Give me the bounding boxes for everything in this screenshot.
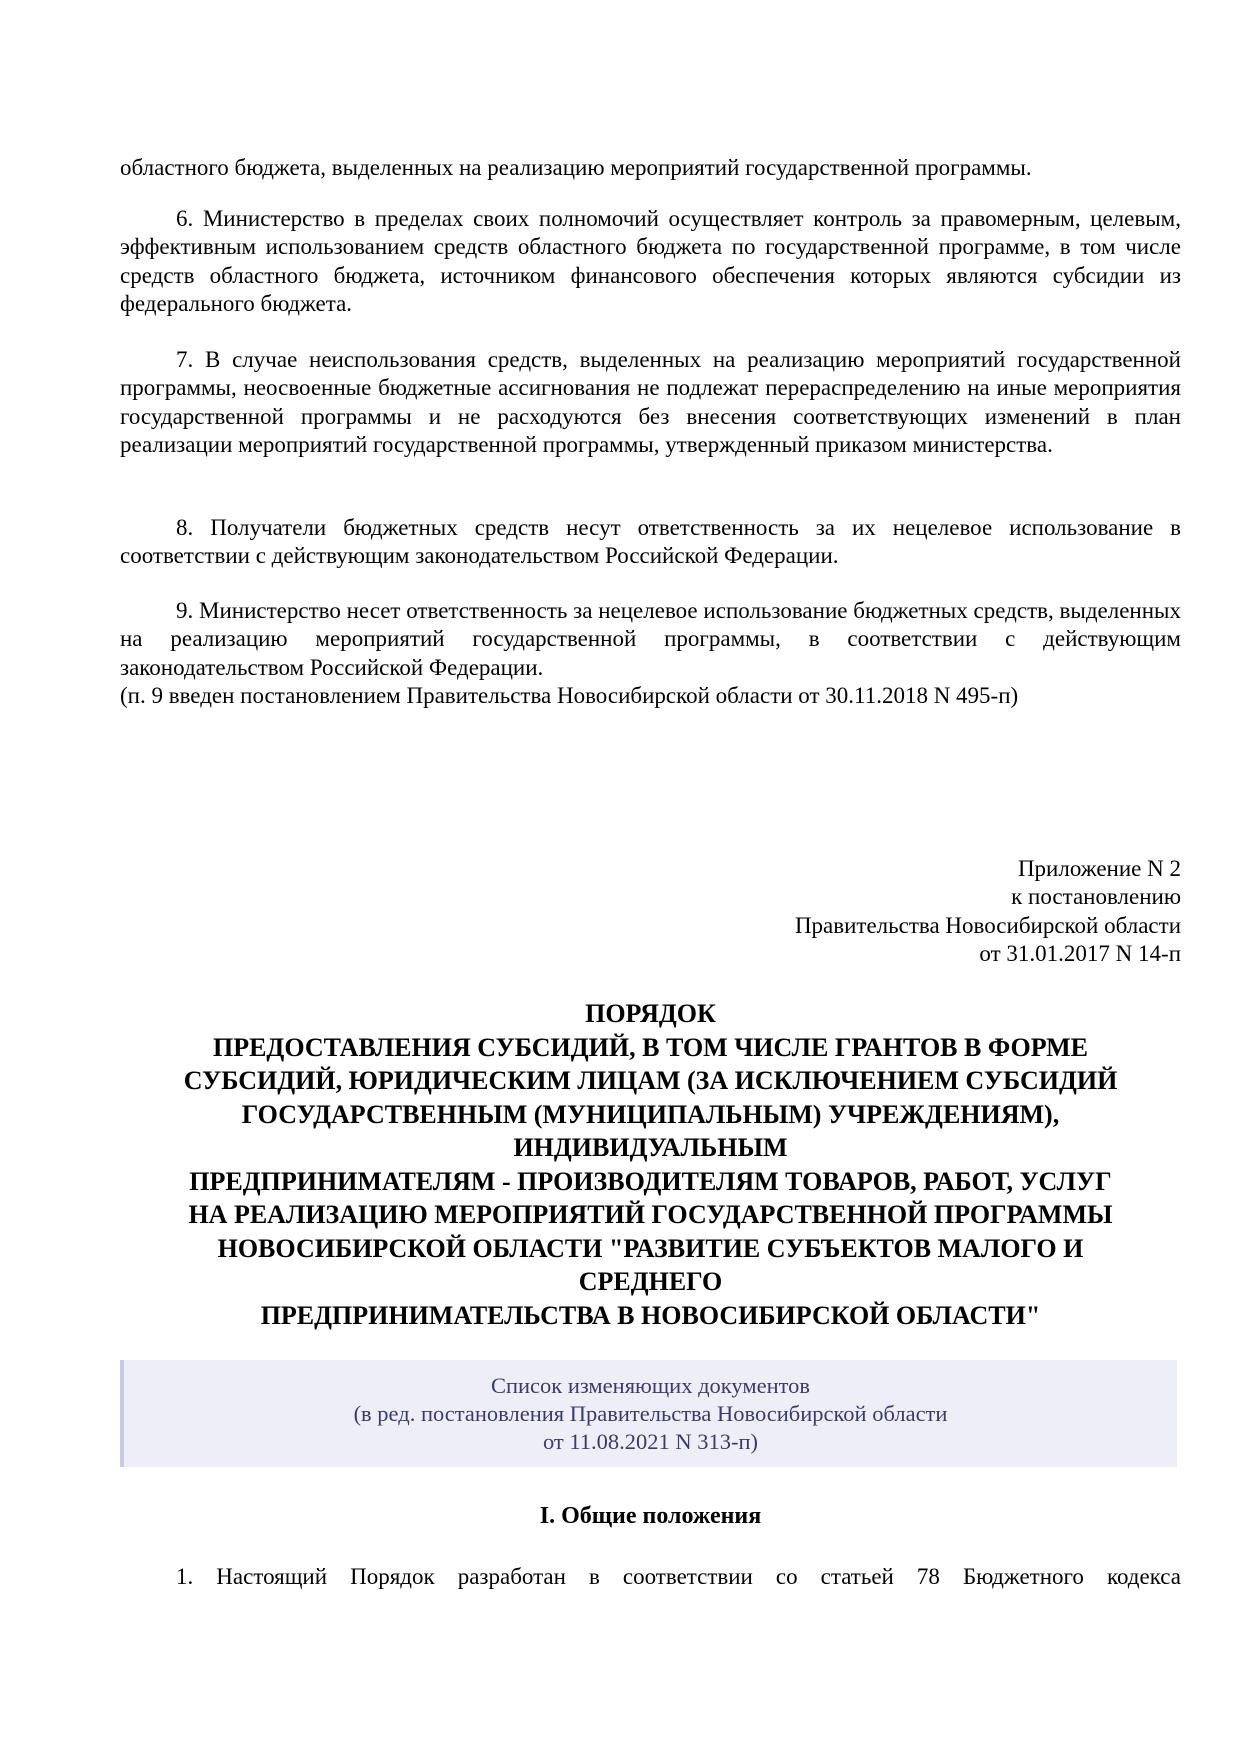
paragraph-7 — [120, 346, 1181, 459]
title-line: ИНДИВИДУАЛЬНЫМ — [513, 1133, 788, 1162]
appendix-line: Правительства Новосибирской области — [794, 912, 1181, 938]
document-title — [120, 997, 1181, 1332]
paragraph-text: 1. Настоящий Порядок разработан в соответствии со статьей 78 Бюджетного кодекса — [176, 1564, 1181, 1589]
paragraph-text: 6. Министерство в пределах своих полномочий осуществляет контроль за правомерным, целевым, эффективным использованием средств областного бюджета по государственной программе, в том числе средств областного бюджета, источником финансового обеспечения которых являются субсидии из федерального бюджета. — [120, 206, 1181, 316]
amendments-line: от 11.08.2021 N 313-п) — [542, 1429, 759, 1454]
paragraph-6 — [120, 205, 1181, 318]
paragraph-8 — [120, 514, 1181, 571]
appendix-line: от 31.01.2017 N 14-п — [979, 940, 1181, 966]
title-line: ПРЕДОСТАВЛЕНИЯ СУБСИДИЙ, В ТОМ ЧИСЛЕ ГРАНТОВ В ФОРМЕ — [212, 1032, 1089, 1062]
paragraph-text: областного бюджета, выделенных на реализацию мероприятий государственной программы. — [120, 155, 1032, 180]
amendments-box — [120, 1360, 1177, 1467]
appendix-line: к постановлению — [1011, 884, 1181, 910]
title-line: СРЕДНЕГО — [578, 1267, 723, 1296]
title-line: СУБСИДИЙ, ЮРИДИЧЕСКИМ ЛИЦАМ (ЗА ИСКЛЮЧЕНИЕМ СУБСИДИЙ — [183, 1066, 1118, 1095]
title-line: ПРЕДПРИНИМАТЕЛЯМ - ПРОИЗВОДИТЕЛЯМ ТОВАРОВ, РАБОТ, УСЛУГ — [189, 1166, 1112, 1196]
title-line: ГОСУДАРСТВЕННЫМ (МУНИЦИПАЛЬНЫМ) УЧРЕЖДЕНИЯМ), — [241, 1099, 1060, 1129]
title-line: НОВОСИБИРСКОЙ ОБЛАСТИ "РАЗВИТИЕ СУБЪЕКТОВ МАЛОГО И — [217, 1233, 1084, 1263]
amendments-line: Список изменяющих документов — [490, 1373, 811, 1398]
paragraph-text: 9. Министерство несет ответственность за нецелевое использование бюджетных средств, выделенных на реализацию мероприятий государственной программы, в соответствии с действующим законодательством Российской Федерации. — [120, 598, 1181, 680]
amendments-line: (в ред. постановления Правительства Новосибирской области — [353, 1401, 948, 1426]
appendix-header — [120, 855, 1181, 968]
title-line: НА РЕАЛИЗАЦИЮ МЕРОПРИЯТИЙ ГОСУДАРСТВЕННОЙ ПРОГРАММЫ — [188, 1200, 1113, 1229]
paragraph-text: 8. Получатели бюджетных средств несут ответственность за их нецелевое использование в соответствии с действующим законодательством Российской Федерации. — [120, 515, 1181, 569]
title-line: ПОРЯДОК — [585, 999, 716, 1028]
section-heading: I. Общие положения — [539, 1503, 762, 1529]
amendment-note: (п. 9 введен постановлением Правительства Новосибирской области от 30.11.2018 N 495-п) — [120, 682, 1019, 708]
appendix-line: Приложение N 2 — [1017, 856, 1181, 881]
title-line: ПРЕДПРИНИМАТЕЛЬСТВА В НОВОСИБИРСКОЙ ОБЛАСТИ" — [260, 1300, 1041, 1330]
paragraph-5-tail — [120, 154, 1181, 182]
paragraph-text: 7. В случае неиспользования средств, выделенных на реализацию мероприятий государственной программы, неосвоенные бюджетные ассигнования не подлежат перераспределению на иные мероприятия государственной программы и не расходуются без внесения соответствующих изменений в план реализации мероприятий государственной программы, утвержденный приказом министерства. — [120, 347, 1181, 457]
paragraph-9 — [120, 597, 1181, 710]
paragraph-1 — [120, 1563, 1181, 1591]
